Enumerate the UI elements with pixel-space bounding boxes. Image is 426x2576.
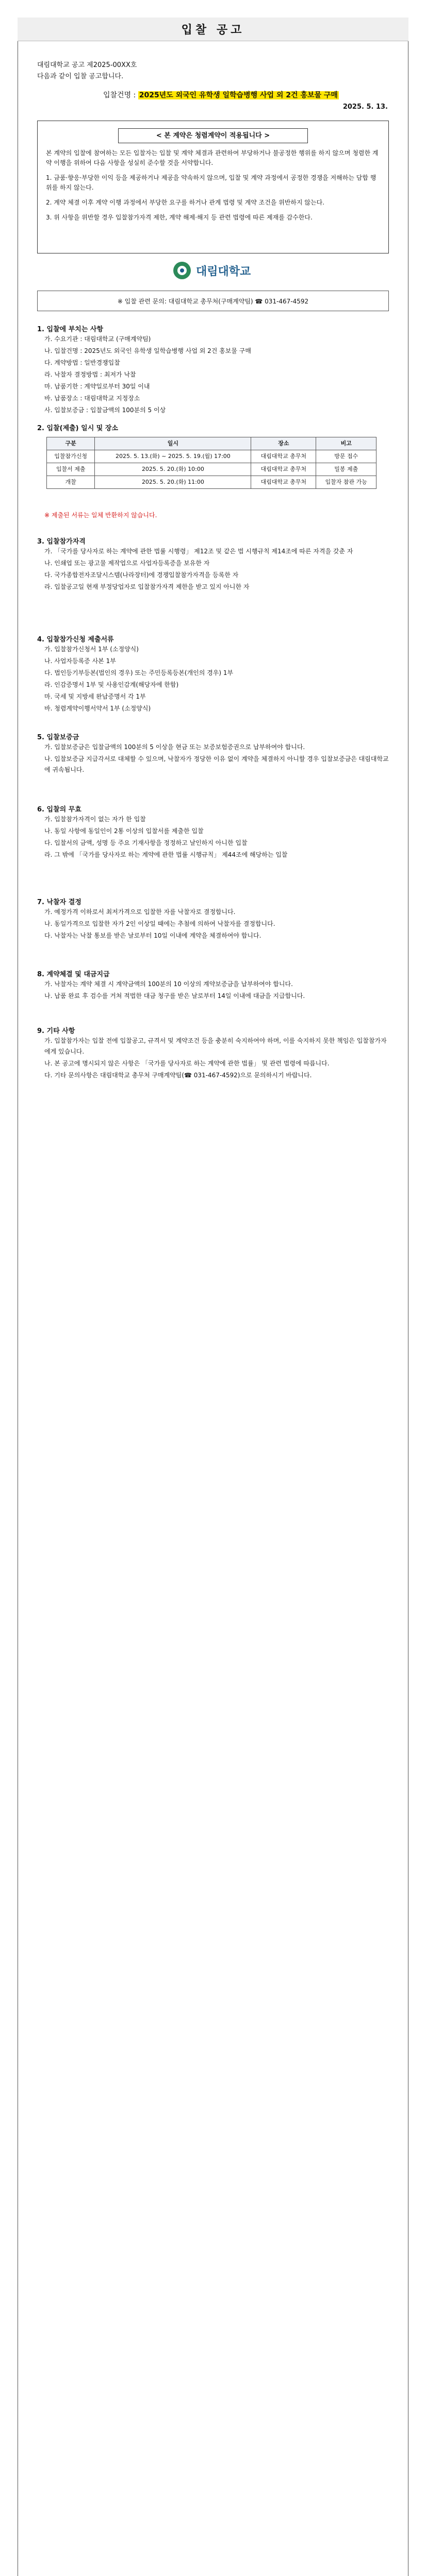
list-item: 다. 기타 문의사항은 대림대학교 총무처 구매계약팀(☎ 031-467-4592)으로 문의하시기 바랍니다.: [44, 1072, 312, 1079]
list-item: 나. 본 공고에 명시되지 않은 사항은 「국가를 당사자로 하는 계약에 관한 법률」 및 관련 법령에 따릅니다.: [44, 1060, 330, 1067]
section-heading: 9. 기타 사항: [37, 1027, 75, 1035]
table-cell: 2025. 5. 20.(화) 10:00: [95, 463, 251, 476]
table-row: [47, 476, 376, 489]
bid-title: [103, 90, 339, 101]
integrity-notice-text: 본 계약의 입찰에 참여하는 모든 입찰자는 입찰 및 계약 체결과 관련하여 부당하거나 불공정한 행위를 하지 않으며 청렴한 계약 이행을 위하여 다음 사항을 성실히 준수할 것을 서약합니다.: [46, 149, 379, 166]
table-cell: 대림대학교 총무처: [251, 450, 316, 463]
list-item: 나. 사업자등록증 사본 1부: [44, 657, 116, 665]
list-item: 나. 동일가격으로 입찰한 자가 2인 이상일 때에는 추첨에 의하여 낙찰자를 결정합니다.: [44, 920, 275, 927]
table-cell: 2025. 5. 13.(화) ~ 2025. 5. 19.(월) 17:00: [95, 450, 251, 463]
list-item: 가. 낙찰자는 계약 체결 시 계약금액의 100분의 10 이상의 계약보증금을 납부하여야 합니다.: [44, 980, 293, 988]
schedule-table: [46, 437, 376, 489]
list-item: 라. 낙찰자 결정방법 : 최저가 낙찰: [44, 371, 136, 378]
table-row: [47, 463, 376, 476]
table-cell: 입찰자 참관 가능: [316, 476, 376, 489]
table-header: 구분: [47, 437, 95, 450]
list-item: 가. 「국가를 당사자로 하는 계약에 관한 법률 시행령」 제12조 및 같은 법 시행규칙 제14조에 따른 자격을 갖춘 자: [44, 548, 353, 555]
section-body: [37, 979, 391, 1003]
list-item: 가. 입찰참가신청서 1부 (소정양식): [44, 646, 139, 653]
table-cell: 2025. 5. 20.(화) 11:00: [95, 476, 251, 489]
table-header-row: [47, 437, 376, 450]
section-body: [37, 907, 391, 942]
integrity-notice-heading: < 본 계약은 청렴계약이 적용됩니다 >: [118, 128, 308, 143]
table-header: 장소: [251, 437, 316, 450]
table-cell: 밀봉 제출: [316, 463, 376, 476]
list-item: 가. 수요기관 : 대림대학교 (구매계약팀): [44, 335, 151, 343]
list-item: 나. 입찰건명 : 2025년도 외국인 유학생 일학습병행 사업 외 2건 홍보물 구매: [44, 347, 251, 354]
university-seal-icon: [173, 262, 191, 279]
section-body: [37, 546, 391, 594]
list-item: 라. 입찰공고일 현재 부정당업자로 입찰참가자격 제한을 받고 있지 아니한 자: [44, 583, 250, 590]
list-item: 가. 입찰참가자격이 없는 자가 한 입찰: [44, 816, 146, 823]
list-item: 바. 청렴계약이행서약서 1부 (소정양식): [44, 705, 151, 712]
announcement-number: 대림대학교 공고 제2025-00XX호: [37, 61, 137, 69]
section-body: [37, 644, 391, 715]
list-item: 다. 법인등기부등본(법인의 경우) 또는 주민등록등본(개인의 경우) 1부: [44, 669, 234, 676]
announcement-intro: 다음과 같이 입찰 공고합니다.: [37, 73, 124, 80]
table-cell: 방문 접수: [316, 450, 376, 463]
section-heading: 5. 입찰보증금: [37, 734, 79, 741]
list-item: 바. 납품장소 : 대림대학교 지정장소: [44, 395, 140, 402]
section-heading: 6. 입찰의 무효: [37, 806, 81, 814]
university-logo: [173, 262, 251, 279]
table-row: [47, 450, 376, 463]
section-body: [37, 742, 391, 776]
section-body: [37, 1036, 391, 1082]
contact-box: [37, 291, 389, 311]
list-item: 나. 인쇄업 또는 광고물 제작업으로 사업자등록증을 보유한 자: [44, 560, 210, 567]
table-header: 비고: [316, 437, 376, 450]
table-cell: 개찰: [47, 476, 95, 489]
document-title: 입찰 공고: [181, 24, 245, 37]
list-item: 다. 낙찰자는 낙찰 통보를 받은 날로부터 10일 이내에 계약을 체결하여야 합니다.: [44, 932, 261, 939]
list-item: 마. 국세 및 지방세 완납증명서 각 1부: [44, 693, 146, 700]
list-item: 나. 납품 완료 후 검수를 거쳐 적법한 대금 청구를 받은 날로부터 14일 이내에 대금을 지급합니다.: [44, 992, 305, 999]
integrity-notice-item: 1. 금품·향응·부당한 이익 등을 제공하거나 제공을 약속하지 않으며, 입찰 및 계약 과정에서 공정한 경쟁을 저해하는 담합 행위를 하지 않는다.: [46, 174, 376, 191]
section-note: [37, 510, 391, 522]
list-item: 가. 입찰참가자는 입찰 전에 입찰공고, 규격서 및 계약조건 등을 충분히 숙지하여야 하며, 이를 숙지하지 못한 책임은 입찰참가자에게 있습니다.: [44, 1037, 387, 1055]
list-item: 나. 동일 사항에 동일인이 2통 이상의 입찰서를 제출한 입찰: [44, 827, 204, 835]
section-heading: 1. 입찰에 부치는 사항: [37, 326, 104, 333]
table-cell: 대림대학교 총무처: [251, 463, 316, 476]
table-cell: 입찰참가신청: [47, 450, 95, 463]
contact-text: ※ 입찰 관련 문의: 대림대학교 총무처(구매계약팀) ☎ 031-467-4592: [117, 297, 309, 305]
section-heading: 3. 입찰참가자격: [37, 538, 86, 546]
integrity-notice-box: [37, 121, 389, 253]
bid-title-highlight: 2025년도 외국인 유학생 일학습병행 사업 외 2건 홍보물 구매: [139, 91, 338, 99]
list-item: 라. 그 밖에 「국가를 당사자로 하는 계약에 관한 법률 시행규칙」 제44조에 해당하는 입찰: [44, 851, 288, 858]
list-item: 마. 납품기한 : 계약일로부터 30일 이내: [44, 383, 150, 390]
table-cell: 입찰서 제출: [47, 463, 95, 476]
list-item: 라. 인감증명서 1부 및 사용인감계(해당자에 한함): [44, 681, 179, 688]
list-item: 사. 입찰보증금 : 입찰금액의 100분의 5 이상: [44, 406, 166, 414]
section-body: [37, 814, 391, 861]
section-heading: 8. 계약체결 및 대금지급: [37, 971, 110, 978]
list-item: 다. 국가종합전자조달시스템(나라장터)에 경쟁입찰참가자격을 등록한 자: [44, 571, 239, 579]
list-item: 다. 입찰서의 금액, 성명 등 주요 기재사항을 정정하고 날인하지 아니한 입찰: [44, 839, 248, 846]
bid-title-prefix: 입찰건명 :: [103, 91, 136, 99]
section-heading: 2. 입찰(제출) 일시 및 장소: [37, 425, 118, 432]
section-heading: 7. 낙찰자 결정: [37, 899, 81, 906]
table-cell: 대림대학교 총무처: [251, 476, 316, 489]
list-item: 가. 입찰보증금은 입찰금액의 100분의 5 이상을 현금 또는 보증보험증권으로 납부하여야 합니다.: [44, 743, 305, 751]
section-heading: 4. 입찰참가신청 제출서류: [37, 636, 114, 643]
integrity-notice-item: 2. 계약 체결 이후 계약 이행 과정에서 부당한 요구를 하거나 관계 법령 및 계약 조건을 위반하지 않는다.: [46, 199, 324, 206]
section-body: [37, 334, 391, 417]
university-logo-name: 대림대학교: [196, 265, 251, 278]
announcement-meta: [37, 60, 137, 82]
title-bar: [18, 18, 408, 41]
integrity-notice-item: 3. 위 사항을 위반할 경우 입찰참가자격 제한, 계약 해제·해지 등 관련 법령에 따른 제재를 감수한다.: [46, 214, 313, 221]
publish-date: 2025. 5. 13.: [342, 103, 388, 111]
list-item: 가. 예정가격 이하로서 최저가격으로 입찰한 자를 낙찰자로 결정합니다.: [44, 908, 236, 916]
list-item: 다. 계약방법 : 일반경쟁입찰: [44, 359, 120, 366]
list-item: 나. 입찰보증금 지급각서로 대체할 수 있으며, 낙찰자가 정당한 이유 없이 계약을 체결하지 아니할 경우 입찰보증금은 대림대학교에 귀속됩니다.: [44, 755, 389, 773]
table-note: ※ 제출된 서류는 일체 반환하지 않습니다.: [44, 512, 157, 519]
table-header: 일시: [95, 437, 251, 450]
